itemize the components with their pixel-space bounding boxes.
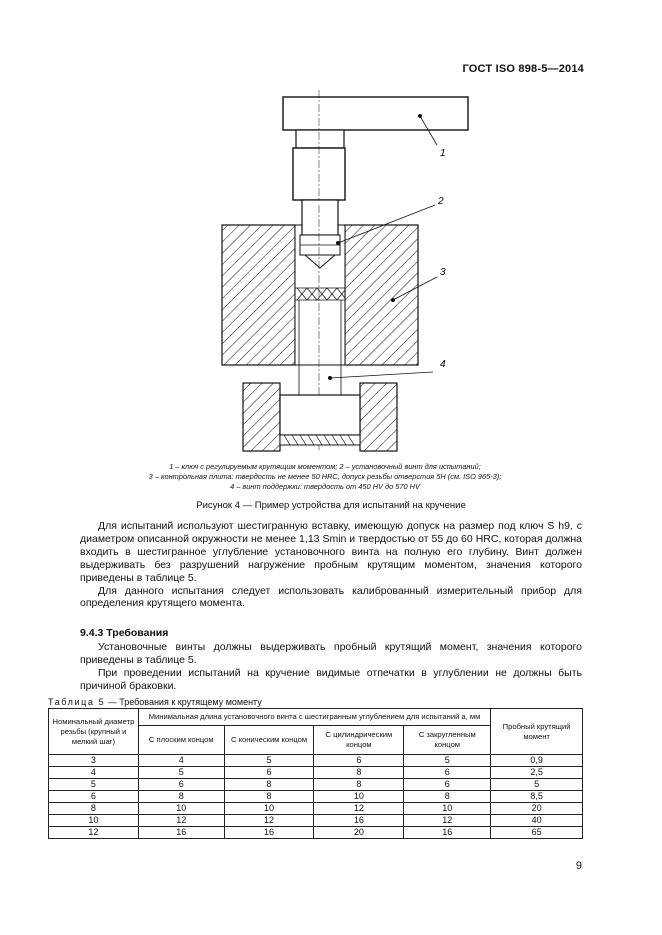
table-row [49,803,583,815]
cell: 8 [49,803,139,815]
cell: 20 [314,827,404,839]
cell: 12 [314,803,404,815]
col-cup-end: С закругленным концом [404,726,491,755]
cell: 5 [138,767,224,779]
cell: 5 [404,755,491,767]
requirements-text [80,641,582,693]
cell: 16 [224,827,314,839]
cell: 5 [224,755,314,767]
cell: 8 [314,779,404,791]
callout-2: 2 [438,196,444,207]
cell: 6 [224,767,314,779]
col-min-length-group: Минимальная длина установочного винта с шестигранным углублением для испытаний a, мм [138,709,490,726]
cell: 4 [49,767,139,779]
col-dog-end: С цилиндрическим концом [314,726,404,755]
cell: 12 [138,815,224,827]
cell: 5 [49,779,139,791]
figure-note-2: 3 – контрольная плита: твердость не менее 50 HRC, допуск резьбы отверстия 5H (см. ISO 965-3); [148,472,502,482]
cell: 10 [49,815,139,827]
cell: 10 [224,803,314,815]
figure-note-3: 4 – винт поддержки: твердость от 450 HV до 570 HV [230,482,420,492]
section-heading: 9.4.3 Требования [80,627,169,639]
table-caption-title: — Требования к крутящему моменту [105,697,262,707]
cell: 12 [49,827,139,839]
torsion-test-figure [0,0,662,460]
cell: 4 [138,755,224,767]
callout-1: 1 [440,148,446,159]
cell: 6 [49,791,139,803]
cell: 40 [491,815,583,827]
cell: 10 [404,803,491,815]
cell: 16 [314,815,404,827]
figure-title: Рисунок 4 — Пример устройства для испытаний на кручение [196,500,466,511]
cell: 2,5 [491,767,583,779]
support-block-drawing [243,383,397,451]
cell: 8,5 [491,791,583,803]
table-row [49,779,583,791]
table-caption-number: Таблица 5 [48,697,106,707]
table-row [49,827,583,839]
col-flat-end: С плоским концом [138,726,224,755]
cell: 8 [314,767,404,779]
table-row [49,755,583,767]
cell: 16 [404,827,491,839]
cell: 10 [138,803,224,815]
table-row [49,815,583,827]
col-proof-torque: Пробный крутящий момент [491,709,583,755]
cell: 6 [404,767,491,779]
paragraph-imprints: При проведении испытаний на кручение видимые отпечатки в углублении не должны быть причиной браковки. [80,666,582,692]
cell: 6 [138,779,224,791]
cell: 0,9 [491,755,583,767]
cell: 10 [314,791,404,803]
cell: 8 [224,791,314,803]
paragraph-proof-torque: Установочные винты должны выдерживать пробный крутящий момент, значения которого приведены в таблице 5. [80,641,582,666]
cell: 8 [138,791,224,803]
cell: 8 [404,791,491,803]
document-code: ГОСТ ISO 898-5—2014 [462,63,584,75]
paragraph-hex-insert: Для испытаний используют шестигранную вставку, имеющую допуск на размер под ключ S h9, с диаметром описанной окружности не менее 1,13 Smin и твердостью от 55 до 60 HRC, которая должна входить в шестигранное углубление установочного винта на полную его глубину. Винт должен выдерживать без разрушений нагружение пробным крутящим моментом, значения которого приведены в таблице 5. [80,520,582,584]
figure-legend [60,462,590,493]
table-caption [48,697,262,707]
cell: 8 [224,779,314,791]
col-thread-diameter: Номинальный диаметр резьбы (крупный и мелкий шаг) [49,709,139,755]
cell: 12 [224,815,314,827]
cell: 20 [491,803,583,815]
figure-note-1: 1 – ключ с регулируемым крутящим моментом; 2 – установочный винт для испытаний; [169,462,481,471]
table-row [49,791,583,803]
callout-4: 4 [440,359,446,370]
table-row [49,767,583,779]
torque-requirements-table [48,708,583,839]
callout-3: 3 [440,267,446,278]
cell: 3 [49,755,139,767]
table-header-row [49,709,583,726]
cell: 16 [138,827,224,839]
page-number: 9 [575,860,582,872]
paragraph-calibrated-device: Для данного испытания следует использовать калиброванный измерительный прибор для определения крутящего момента. [80,584,582,610]
cell: 6 [404,779,491,791]
cell: 6 [314,755,404,767]
cell: 12 [404,815,491,827]
cell: 65 [491,827,583,839]
col-cone-end: С коническим концом [224,726,314,755]
test-description [80,520,582,610]
cell: 5 [491,779,583,791]
